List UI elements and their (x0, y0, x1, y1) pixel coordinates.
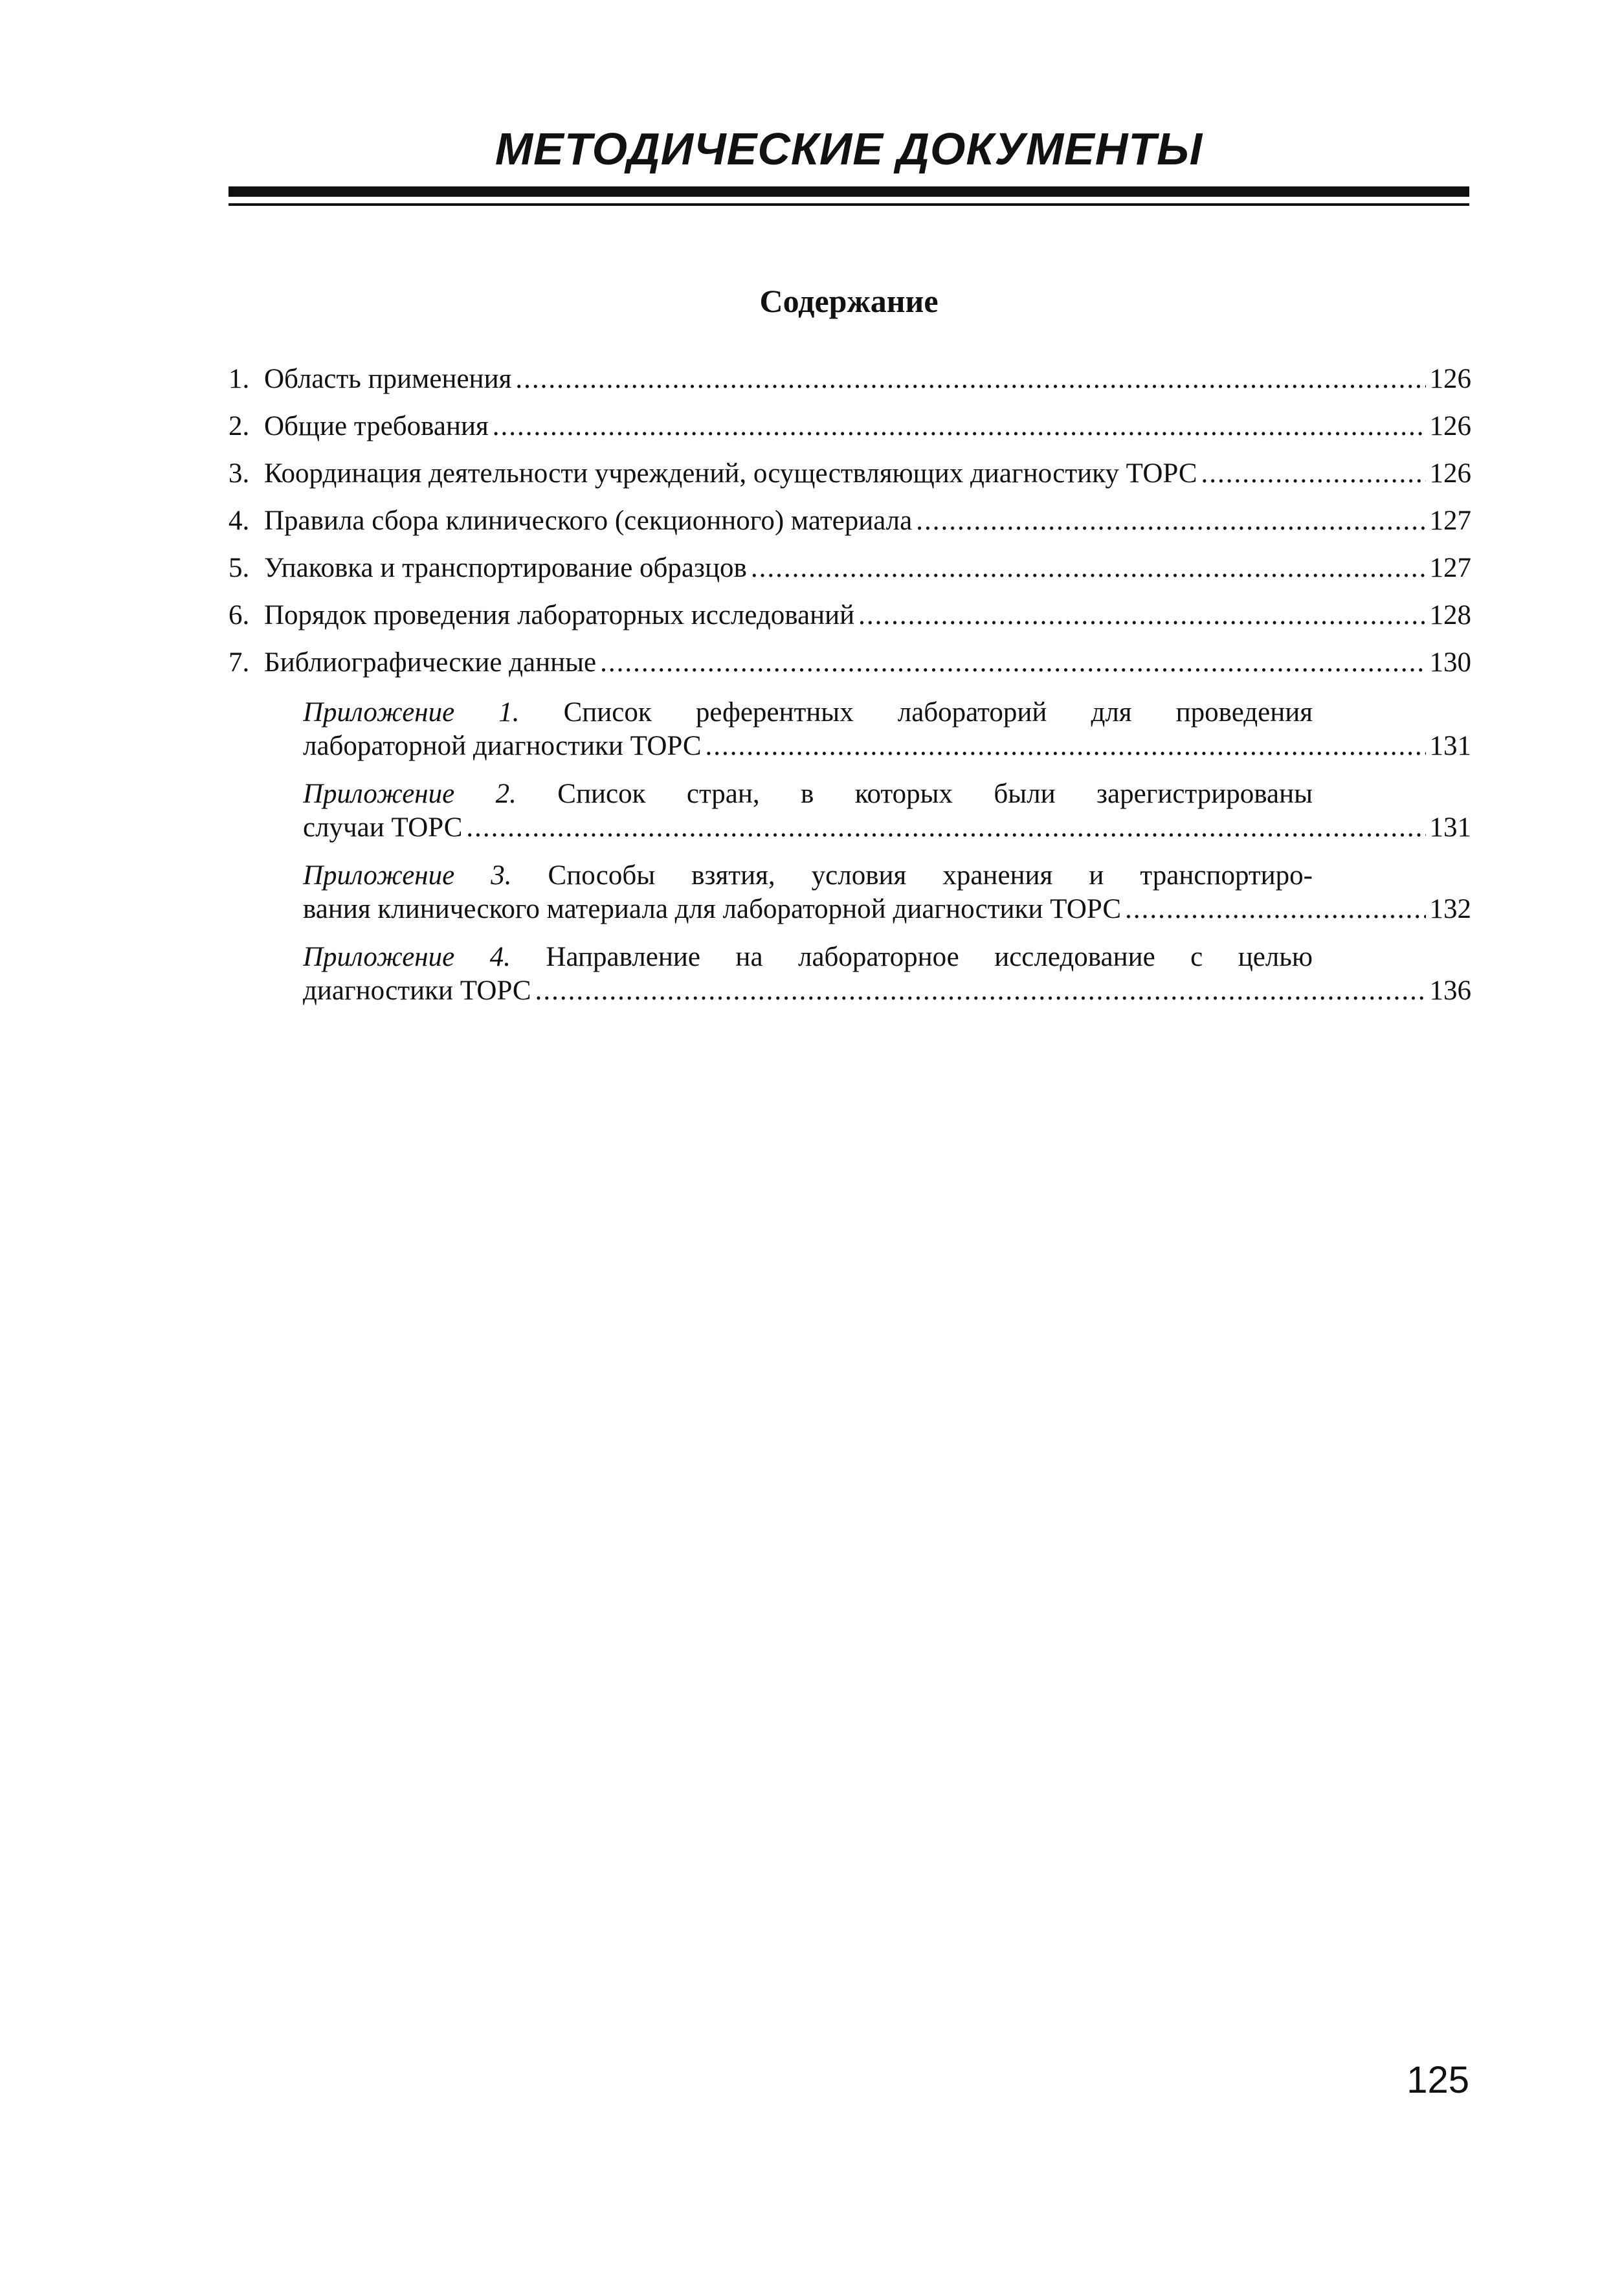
toc-entry-page: 131 (1429, 812, 1471, 843)
toc-entry-number: 1. (228, 364, 250, 394)
toc-entry-page: 126 (1429, 411, 1471, 441)
toc-entry[interactable] (228, 643, 1471, 691)
toc-entry[interactable] (228, 502, 1471, 549)
toc-title: Содержание (759, 283, 939, 319)
toc-entry[interactable] (228, 549, 1471, 596)
toc-entry[interactable] (228, 596, 1471, 643)
dot-leader (466, 811, 1425, 845)
appendix-title-part1: Направление на лабораторное исследование с целью (546, 942, 1313, 972)
toc-entry-number: 2. (228, 411, 250, 441)
toc-entry[interactable] (228, 360, 1471, 407)
toc-entry-page: 128 (1429, 600, 1471, 630)
toc-entry-label: Область применения (264, 364, 512, 394)
toc-appendix-entry[interactable] (303, 777, 1471, 845)
toc-appendix-entry[interactable] (303, 696, 1471, 763)
appendix-line-second (303, 729, 1471, 763)
table-of-contents (228, 360, 1471, 1022)
toc-entry-label: Порядок проведения лабораторных исследований (264, 600, 855, 630)
appendix-line-first (303, 941, 1313, 974)
dot-leader (535, 974, 1426, 1008)
toc-entry-page: 127 (1429, 506, 1471, 536)
appendix-title-part2: вания клинического материала для лабораторной диагностики ТОРС (303, 894, 1122, 924)
appendix-line-second (303, 974, 1471, 1008)
toc-entry-number: 5. (228, 553, 250, 583)
toc-entry-number: 4. (228, 506, 250, 536)
appendix-lead: Приложение 4. (303, 942, 511, 972)
toc-appendix-entry[interactable] (303, 941, 1471, 1008)
appendix-line-first (303, 777, 1313, 811)
appendix-lead: Приложение 3. (303, 860, 512, 891)
appendix-lead: Приложение 1. (303, 697, 520, 728)
appendix-lead: Приложение 2. (303, 779, 517, 809)
toc-entry-page: 126 (1429, 458, 1471, 489)
appendix-title-part1: Список референтных лабораторий для проведения (563, 697, 1313, 728)
toc-entry-number: 3. (228, 458, 250, 489)
toc-entry-page: 130 (1429, 647, 1471, 678)
appendix-line-first (303, 696, 1313, 729)
page-number: 125 (1407, 2059, 1469, 2101)
toc-appendix-entry[interactable] (303, 859, 1471, 926)
toc-entry-page: 127 (1429, 553, 1471, 583)
dot-leader (515, 360, 1425, 399)
toc-entry-label: Общие требования (264, 411, 489, 441)
dot-leader (916, 502, 1425, 540)
appendix-line-first (303, 859, 1313, 893)
dot-leader (600, 643, 1425, 682)
toc-entry-page: 126 (1429, 364, 1471, 394)
dot-leader (751, 549, 1426, 588)
dot-leader (1125, 893, 1425, 926)
toc-entry-label: Правила сбора клинического (секционного) материала (264, 506, 913, 536)
toc-entry-page: 132 (1429, 894, 1471, 924)
appendix-title-part2: случаи ТОРС (303, 812, 463, 843)
dot-leader (1201, 454, 1426, 493)
appendix-line-second (303, 893, 1471, 926)
dot-leader (858, 596, 1425, 635)
toc-entry-label: Библиографические данные (264, 647, 597, 678)
toc-entry-page: 131 (1429, 731, 1471, 761)
toc-entry-page: 136 (1429, 975, 1471, 1006)
header-rule-thin (228, 203, 1469, 206)
appendix-title-part1: Список стран, в которых были зарегистрированы (557, 779, 1313, 809)
toc-entry-label: Координация деятельности учреждений, осуществляющих диагностику ТОРС (264, 458, 1197, 489)
appendix-title-part2: лабораторной диагностики ТОРС (303, 731, 702, 761)
toc-entry[interactable] (228, 454, 1471, 502)
toc-entry-number: 7. (228, 647, 250, 678)
toc-entry-number: 6. (228, 600, 250, 630)
appendix-title-part2: диагностики ТОРС (303, 975, 531, 1006)
header-rule-thick (228, 186, 1469, 197)
toc-entry-label: Упаковка и транспортирование образцов (264, 553, 747, 583)
running-title: МЕТОДИЧЕСКИЕ ДОКУМЕНТЫ (495, 124, 1203, 174)
appendix-title-part1: Способы взятия, условия хранения и транспортиро- (548, 860, 1313, 891)
dot-leader (706, 729, 1426, 763)
toc-entry[interactable] (228, 407, 1471, 454)
dot-leader (493, 407, 1426, 446)
appendix-line-second (303, 811, 1471, 845)
